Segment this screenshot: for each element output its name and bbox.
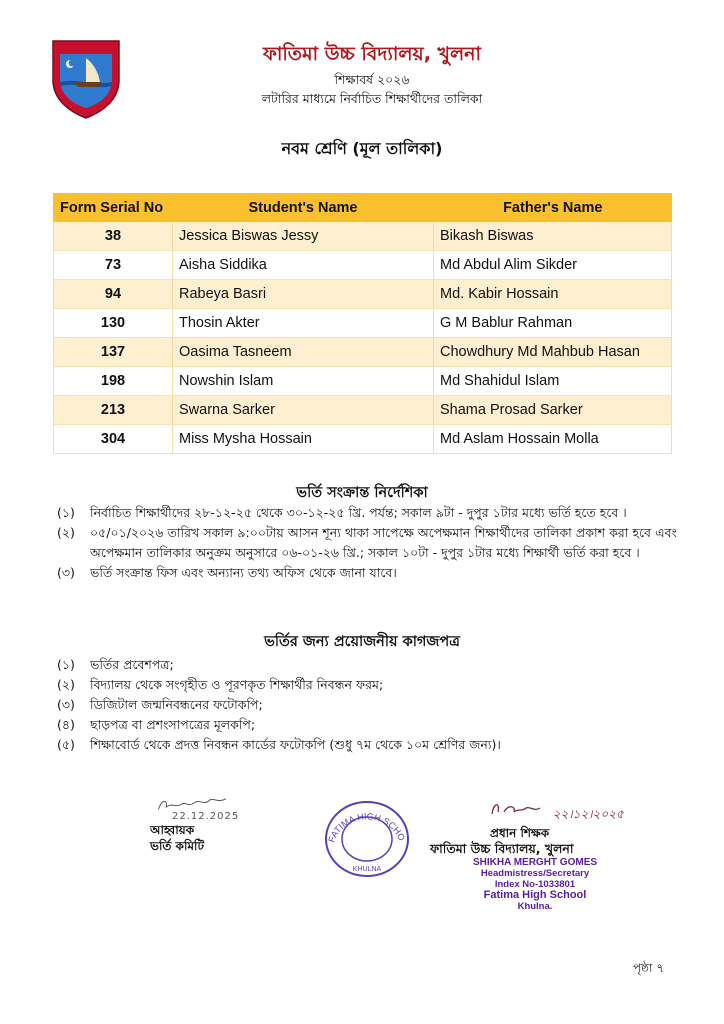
seal-school: Fatima High School bbox=[483, 889, 587, 901]
item-number: (১) bbox=[57, 657, 75, 672]
father-name-cell: Chowdhury Md Mahbub Hasan bbox=[434, 338, 672, 367]
seal-city: Khulna. bbox=[517, 901, 553, 912]
list-item bbox=[57, 503, 677, 523]
school-name: ফাতিমা উচ্চ বিদ্যালয়, খুলনা bbox=[262, 43, 482, 65]
student-name-cell: Swarna Sarker bbox=[173, 396, 434, 425]
table-row bbox=[54, 367, 672, 396]
column-header-father: Father's Name bbox=[434, 193, 672, 222]
admission-guidelines-list bbox=[57, 503, 677, 583]
headmistress-title: প্রধান শিক্ষক bbox=[490, 826, 550, 840]
student-name-cell: Thosin Akter bbox=[173, 309, 434, 338]
item-text: ০৫/০১/২০২৬ তারিখ সকাল ৯:০০টায় আসন শূন্য থাকা সাপেক্ষে অপেক্ষমান শিক্ষার্থীদের তালিকা প্রকাশ করা হবে এবং অপেক্ষমান তালিকার অনুক্রম অনুসারে ০৬-০১-২৬ খ্রি.; সকাল ১০টা - দুপুর ১টার মধ্যে শিক্ষার্থী ভর্তি করা হবে । bbox=[90, 525, 677, 560]
seal-designation: Headmistress/Secretary bbox=[480, 868, 590, 879]
handwritten-signature bbox=[488, 804, 553, 822]
seal-index: Index No-1033801 bbox=[494, 879, 576, 890]
list-item bbox=[57, 655, 677, 675]
list-item bbox=[57, 523, 677, 563]
serial-cell: 73 bbox=[54, 251, 173, 280]
column-header-student: Student's Name bbox=[173, 193, 434, 222]
headmistress-sign-date: ২২।১২।২০২৫ bbox=[552, 807, 624, 821]
item-text: ভর্তির প্রবেশপত্র; bbox=[90, 657, 174, 672]
serial-cell: 213 bbox=[54, 396, 173, 425]
student-name-cell: Aisha Siddika bbox=[173, 251, 434, 280]
list-item bbox=[57, 695, 677, 715]
serial-cell: 198 bbox=[54, 367, 173, 396]
table-row bbox=[54, 309, 672, 338]
item-number: (৩) bbox=[57, 565, 75, 580]
headmistress-seal bbox=[440, 857, 630, 912]
seal-name: SHIKHA MERGHT GOMES bbox=[472, 857, 598, 868]
serial-cell: 304 bbox=[54, 425, 173, 454]
column-header-serial: Form Serial No bbox=[54, 193, 173, 222]
admission-guidelines-title: ভর্তি সংক্রান্ত নির্দেশিকা bbox=[296, 485, 428, 501]
table-row bbox=[54, 396, 672, 425]
student-name-cell: Miss Mysha Hossain bbox=[173, 425, 434, 454]
selected-students-table bbox=[53, 193, 672, 454]
item-number: (৩) bbox=[57, 697, 75, 712]
item-text: ভর্তি সংক্রান্ত ফিস এবং অন্যান্য তথ্য অফিস থেকে জানা যাবে। bbox=[90, 565, 397, 580]
list-subtitle: লটারির মাধ্যমে নির্বাচিত শিক্ষার্থীদের তালিকা bbox=[261, 91, 483, 106]
serial-cell: 94 bbox=[54, 280, 173, 309]
required-documents-title: ভর্তির জন্য প্রয়োজনীয় কাগজপত্র bbox=[264, 634, 460, 650]
required-documents-list bbox=[57, 655, 677, 755]
page-number: পৃষ্ঠা ৭ bbox=[633, 961, 665, 975]
table-row bbox=[54, 280, 672, 309]
item-number: (২) bbox=[57, 525, 75, 540]
table-header-row bbox=[54, 193, 672, 222]
father-name-cell: Md. Kabir Hossain bbox=[434, 280, 672, 309]
headmistress-signature-block bbox=[430, 800, 670, 912]
father-name-cell: Shama Prosad Sarker bbox=[434, 396, 672, 425]
stamp-city: KHULNA bbox=[352, 866, 382, 873]
list-item bbox=[57, 675, 677, 695]
serial-cell: 38 bbox=[54, 222, 173, 251]
document-header bbox=[200, 40, 544, 108]
list-item bbox=[57, 735, 677, 755]
student-name-cell: Oasima Tasneem bbox=[173, 338, 434, 367]
item-text: ডিজিটাল জন্মনিবন্ধনের ফটোকপি; bbox=[90, 697, 263, 712]
student-name-cell: Nowshin Islam bbox=[173, 367, 434, 396]
student-name-cell: Jessica Biswas Jessy bbox=[173, 222, 434, 251]
list-item bbox=[57, 715, 677, 735]
table-row bbox=[54, 222, 672, 251]
father-name-cell: G M Bablur Rahman bbox=[434, 309, 672, 338]
academic-session: শিক্ষাবর্ষ ২০২৬ bbox=[334, 72, 410, 87]
committee-name: ভর্তি কমিটি bbox=[150, 839, 205, 853]
item-text: বিদ্যালয় থেকে সংগৃহীত ও পূরণকৃত শিক্ষার্থীর নিবন্ধন ফরম; bbox=[90, 677, 384, 692]
school-logo bbox=[50, 38, 122, 120]
school-round-stamp bbox=[322, 799, 412, 879]
item-text: ছাড়পত্র বা প্রশংসাপত্রের মূলকপি; bbox=[90, 717, 256, 732]
convener-signature-block bbox=[150, 795, 290, 854]
serial-cell: 137 bbox=[54, 338, 173, 367]
item-number: (২) bbox=[57, 677, 75, 692]
table-row bbox=[54, 425, 672, 454]
item-number: (৫) bbox=[57, 737, 75, 752]
father-name-cell: Bikash Biswas bbox=[434, 222, 672, 251]
signature-school-name: ফাতিমা উচ্চ বিদ্যালয়, খুলনা bbox=[430, 841, 574, 856]
serial-cell: 130 bbox=[54, 309, 173, 338]
table-row bbox=[54, 251, 672, 280]
table-row bbox=[54, 338, 672, 367]
father-name-cell: Md Abdul Alim Sikder bbox=[434, 251, 672, 280]
list-item bbox=[57, 563, 677, 583]
student-name-cell: Rabeya Basri bbox=[173, 280, 434, 309]
convener-title: আহ্বায়ক bbox=[150, 823, 195, 837]
item-text: নির্বাচিত শিক্ষার্থীদের ২৮-১২-২৫ থেকে ৩০-১২-২৫ খ্রি. পর্যন্ত; সকাল ৯টা - দুপুর ১টার মধ্যে ভর্তি হতে হবে । bbox=[90, 505, 627, 520]
item-number: (৪) bbox=[57, 717, 75, 732]
father-name-cell: Md Shahidul Islam bbox=[434, 367, 672, 396]
convener-sign-date: 22.12.2025 bbox=[172, 811, 240, 822]
father-name-cell: Md Aslam Hossain Molla bbox=[434, 425, 672, 454]
item-number: (১) bbox=[57, 505, 75, 520]
svg-text:FATIMA HIGH SCHOOL bbox=[322, 799, 407, 844]
stamp-text: FATIMA HIGH SCHO bbox=[326, 811, 407, 844]
class-title: নবম শ্রেণি (মূল তালিকা) bbox=[281, 139, 443, 158]
item-text: শিক্ষাবোর্ড থেকে প্রদত্ত নিবন্ধন কার্ডের ফটোকপি (শুধু ৭ম থেকে ১০ম শ্রেণির জন্য)। bbox=[90, 737, 501, 752]
